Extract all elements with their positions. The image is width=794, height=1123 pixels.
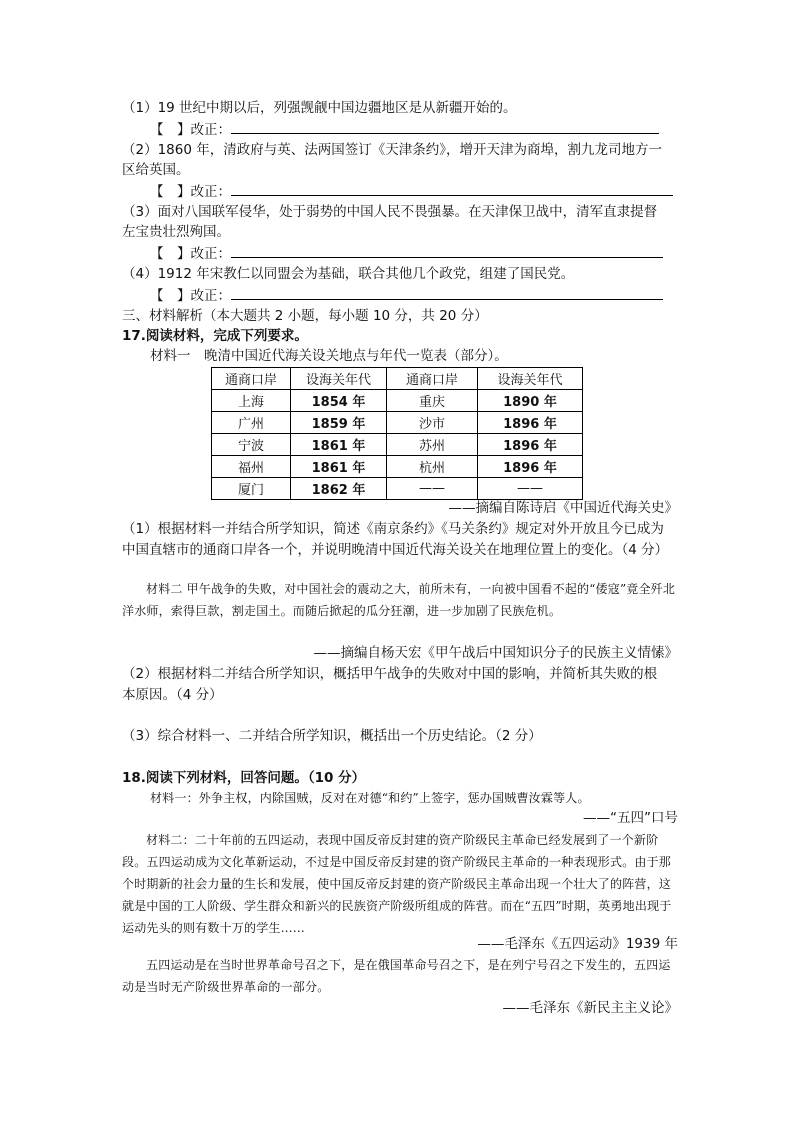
q18-material-2-source: ——毛泽东《五四运动》1939 年 bbox=[477, 936, 678, 952]
q18-title: 18.阅读下列材料，回答问题。（10 分） bbox=[122, 770, 366, 786]
answer-blank-2[interactable] bbox=[231, 181, 673, 196]
q16-answer-row-1 bbox=[150, 119, 659, 140]
answer-blank-3[interactable] bbox=[231, 243, 663, 258]
q17-material-2-source: ——摘编自杨天宏《甲午战后中国知识分子的民族主义情愫》 bbox=[313, 645, 678, 661]
q16-statement-2-line-1: （2）1860 年，清政府与英、法两国签订《天津条约》，增开天津为商埠，割九龙司地方一 bbox=[122, 142, 662, 158]
table-cell: 1890 年 bbox=[478, 390, 583, 412]
table-row bbox=[212, 390, 583, 412]
q16-statement-2-line-2: 区给英国。 bbox=[122, 162, 190, 178]
q16-answer-row-2 bbox=[150, 181, 673, 202]
table-header: 通商口岸 bbox=[387, 368, 478, 390]
table-cell: 上海 bbox=[212, 390, 291, 412]
table-cell: 厦门 bbox=[212, 478, 291, 500]
bracket-label: 【 】改正： bbox=[150, 184, 231, 200]
q17-material-1-label: 材料一 晚清中国近代海关设关地点与年代一览表（部分）。 bbox=[150, 348, 508, 364]
bracket-label: 【 】改正： bbox=[150, 122, 231, 138]
q17-material-1-source: ——摘编自陈诗启《中国近代海关史》 bbox=[448, 500, 678, 516]
q17-question-2-line-2: 本原因。（4 分） bbox=[122, 687, 223, 703]
bracket-label: 【 】改正： bbox=[150, 246, 231, 262]
q16-statement-3-line-1: （3）面对八国联军侵华，处于弱势的中国人民不畏强暴。在天津保卫战中，清军直隶提督 bbox=[122, 204, 658, 220]
table-cell: 广州 bbox=[212, 412, 291, 434]
q16-answer-row-4 bbox=[150, 285, 663, 306]
q18-material-3-source: ——毛泽东《新民主主义论》 bbox=[502, 1000, 678, 1016]
q16-statement-3-line-2: 左宝贵壮烈殉国。 bbox=[122, 224, 230, 240]
customs-table bbox=[211, 367, 583, 500]
table-cell: 1861 年 bbox=[291, 456, 387, 478]
table-cell: 杭州 bbox=[387, 456, 478, 478]
q18-material-1: 材料一：外争主权，内除国贼，反对在对德“和约”上签字，惩办国贼曹汝霖等人。 bbox=[150, 791, 590, 805]
q18-material-3: 五四运动是在当时世界革命号召之下，是在俄国革命号召之下，是在列宁号召之下发生的，五四运动是当时无产阶级世界革命的一部分。 bbox=[122, 958, 671, 994]
q18-material-1-source: ——“五四”口号 bbox=[583, 810, 678, 826]
table-cell: 宁波 bbox=[212, 434, 291, 456]
q16-answer-row-3 bbox=[150, 243, 663, 264]
section-3-title: 三、材料解析（本大题共 2 小题，每小题 10 分，共 20 分） bbox=[122, 308, 488, 324]
table-header: 通商口岸 bbox=[212, 368, 291, 390]
table-cell: 重庆 bbox=[387, 390, 478, 412]
table-cell: 1862 年 bbox=[291, 478, 387, 500]
q17-question-1-line-1: （1）根据材料一并结合所学知识，简述《南京条约》《马关条约》规定对外开放且今已成为 bbox=[122, 521, 664, 537]
q17-title: 17.阅读材料，完成下列要求。 bbox=[122, 328, 308, 344]
q16-statement-4: （4）1912 年宋教仁以同盟会为基础，联合其他几个政党，组建了国民党。 bbox=[122, 266, 575, 282]
q17-material-2: 材料二 甲午战争的失败，对中国社会的震动之大，前所未有，一向被中国看不起的“倭寇”竟全歼北洋水师，索得巨款，割走国土。而随后掀起的瓜分狂潮，进一步加剧了民族危机。 bbox=[122, 582, 676, 618]
table-cell: 1861 年 bbox=[291, 434, 387, 456]
table-cell: 1896 年 bbox=[478, 456, 583, 478]
table-row bbox=[212, 412, 583, 434]
table-cell: 福州 bbox=[212, 456, 291, 478]
table-cell: 沙市 bbox=[387, 412, 478, 434]
table-header-row bbox=[212, 368, 583, 390]
table-row bbox=[212, 456, 583, 478]
q16-statement-1: （1）19 世纪中期以后，列强觊觎中国边疆地区是从新疆开始的。 bbox=[122, 100, 517, 116]
q17-question-2-line-1: （2）根据材料二并结合所学知识，概括甲午战争的失败对中国的影响，并简析其失败的根 bbox=[122, 666, 658, 682]
table-row bbox=[212, 478, 583, 500]
table-cell: 1859 年 bbox=[291, 412, 387, 434]
table-cell: 1896 年 bbox=[478, 434, 583, 456]
table-header: 设海关年代 bbox=[478, 368, 583, 390]
answer-blank-1[interactable] bbox=[231, 119, 659, 134]
table-cell: 苏州 bbox=[387, 434, 478, 456]
table-cell: 1896 年 bbox=[478, 412, 583, 434]
table-header: 设海关年代 bbox=[291, 368, 387, 390]
table-cell: —— bbox=[387, 478, 478, 500]
table-cell: —— bbox=[478, 478, 583, 500]
q18-material-2: 材料二：二十年前的五四运动，表现中国反帝反封建的资产阶级民主革命已经发展到了一个新阶段。五四运动成为文化革新运动，不过是中国反帝反封建的资产阶级民主革命的一种表现形式。由于那个时期新的社会力量的生长和发展，使中国反帝反封建的资产阶级民主革命出现一个壮大了的阵营，这就是中国的工人阶级、学生群众和新兴的民族资产阶级所组成的阵营。而在“五四”时期，英勇地出现于运动先头的则有数十万的学生…… bbox=[122, 833, 672, 935]
q17-question-1-line-2: 中国直辖市的通商口岸各一个，并说明晚清中国近代海关设关在地理位置上的变化。（4 分） bbox=[122, 542, 669, 558]
table-cell: 1854 年 bbox=[291, 390, 387, 412]
answer-blank-4[interactable] bbox=[231, 285, 663, 300]
q17-question-3: （3）综合材料一、二并结合所学知识，概括出一个历史结论。（2 分） bbox=[122, 728, 542, 744]
bracket-label: 【 】改正： bbox=[150, 288, 231, 304]
table-row bbox=[212, 434, 583, 456]
